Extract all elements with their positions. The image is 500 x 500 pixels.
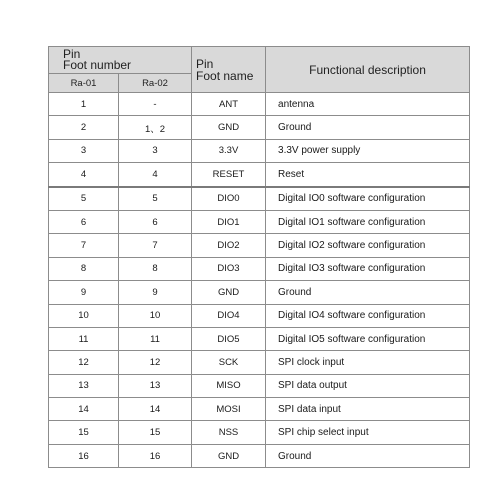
ra01-cell: 15 [49,421,119,444]
description-cell: Digital IO2 software configuration [266,234,470,257]
ra01-cell: 12 [49,351,119,374]
table-row [49,257,470,280]
ra02-cell: 7 [119,234,192,257]
ra02-cell: 1、2 [119,116,192,139]
ra01-cell: 1 [49,93,119,116]
pin-name-cell: DIO4 [192,304,266,327]
pin-foot-number-line2: Foot number [63,58,132,72]
pin-name-cell: DIO1 [192,210,266,233]
ra01-cell: 14 [49,398,119,421]
pin-name-cell: DIO0 [192,187,266,211]
table-row [49,116,470,139]
description-cell: Ground [266,281,470,304]
ra01-cell: 8 [49,257,119,280]
pin-name-cell: RESET [192,163,266,187]
pin-name-cell: GND [192,444,266,467]
pin-name-cell: DIO3 [192,257,266,280]
ra01-column-header: Ra-01 [49,74,119,93]
ra02-cell: 4 [119,163,192,187]
table-row [49,374,470,397]
ra02-cell: 13 [119,374,192,397]
functional-description-header: Functional description [266,47,470,93]
ra01-cell: 9 [49,281,119,304]
description-cell: SPI data output [266,374,470,397]
description-cell: Digital IO0 software configuration [266,187,470,211]
table-row [49,304,470,327]
description-cell: SPI chip select input [266,421,470,444]
pin-name-cell: MOSI [192,398,266,421]
description-cell: SPI data input [266,398,470,421]
pin-name-cell: ANT [192,93,266,116]
ra02-cell: 10 [119,304,192,327]
ra01-cell: 4 [49,163,119,187]
pin-foot-number-header [49,47,192,74]
ra02-cell: 3 [119,139,192,162]
pin-name-cell: GND [192,116,266,139]
ra01-cell: 11 [49,327,119,350]
description-cell: Ground [266,116,470,139]
table-row [49,234,470,257]
description-cell: Reset [266,163,470,187]
ra01-cell: 16 [49,444,119,467]
pin-foot-name-line1: Pin [196,56,214,71]
table-row [49,421,470,444]
pin-foot-name-header [192,47,266,93]
ra01-cell: 10 [49,304,119,327]
pin-table-container [48,46,469,462]
description-cell: SPI clock input [266,351,470,374]
pin-definition-table [48,46,470,468]
ra02-cell: 16 [119,444,192,467]
ra02-cell: 8 [119,257,192,280]
table-row [49,139,470,162]
table-row [49,398,470,421]
ra01-cell: 2 [49,116,119,139]
pin-name-cell: NSS [192,421,266,444]
pin-name-cell: GND [192,281,266,304]
pin-name-cell: DIO5 [192,327,266,350]
description-cell: 3.3V power supply [266,139,470,162]
table-row [49,187,470,211]
ra01-cell: 7 [49,234,119,257]
table-row [49,210,470,233]
table-row [49,281,470,304]
ra02-cell: 14 [119,398,192,421]
table-row [49,444,470,467]
pin-name-cell: SCK [192,351,266,374]
ra01-cell: 6 [49,210,119,233]
ra02-cell: 5 [119,187,192,211]
description-cell: Digital IO1 software configuration [266,210,470,233]
ra01-cell: 5 [49,187,119,211]
description-cell: Digital IO3 software configuration [266,257,470,280]
ra02-cell: 6 [119,210,192,233]
description-cell: Digital IO4 software configuration [266,304,470,327]
pin-table-body [49,93,470,468]
pin-name-cell: DIO2 [192,234,266,257]
description-cell: antenna [266,93,470,116]
description-cell: Digital IO5 software configuration [266,327,470,350]
pin-name-cell: 3.3V [192,139,266,162]
table-row [49,93,470,116]
pin-name-cell: MISO [192,374,266,397]
table-row [49,351,470,374]
table-row [49,327,470,350]
ra02-cell: 11 [119,327,192,350]
ra02-column-header: Ra-02 [119,74,192,93]
ra02-cell: - [119,93,192,116]
pin-foot-name-line2: Foot name [196,68,254,83]
ra02-cell: 15 [119,421,192,444]
pin-foot-number-line1: Pin [63,47,81,61]
description-cell: Ground [266,444,470,467]
ra02-cell: 12 [119,351,192,374]
ra02-cell: 9 [119,281,192,304]
ra01-cell: 3 [49,139,119,162]
table-row [49,163,470,187]
ra01-cell: 13 [49,374,119,397]
